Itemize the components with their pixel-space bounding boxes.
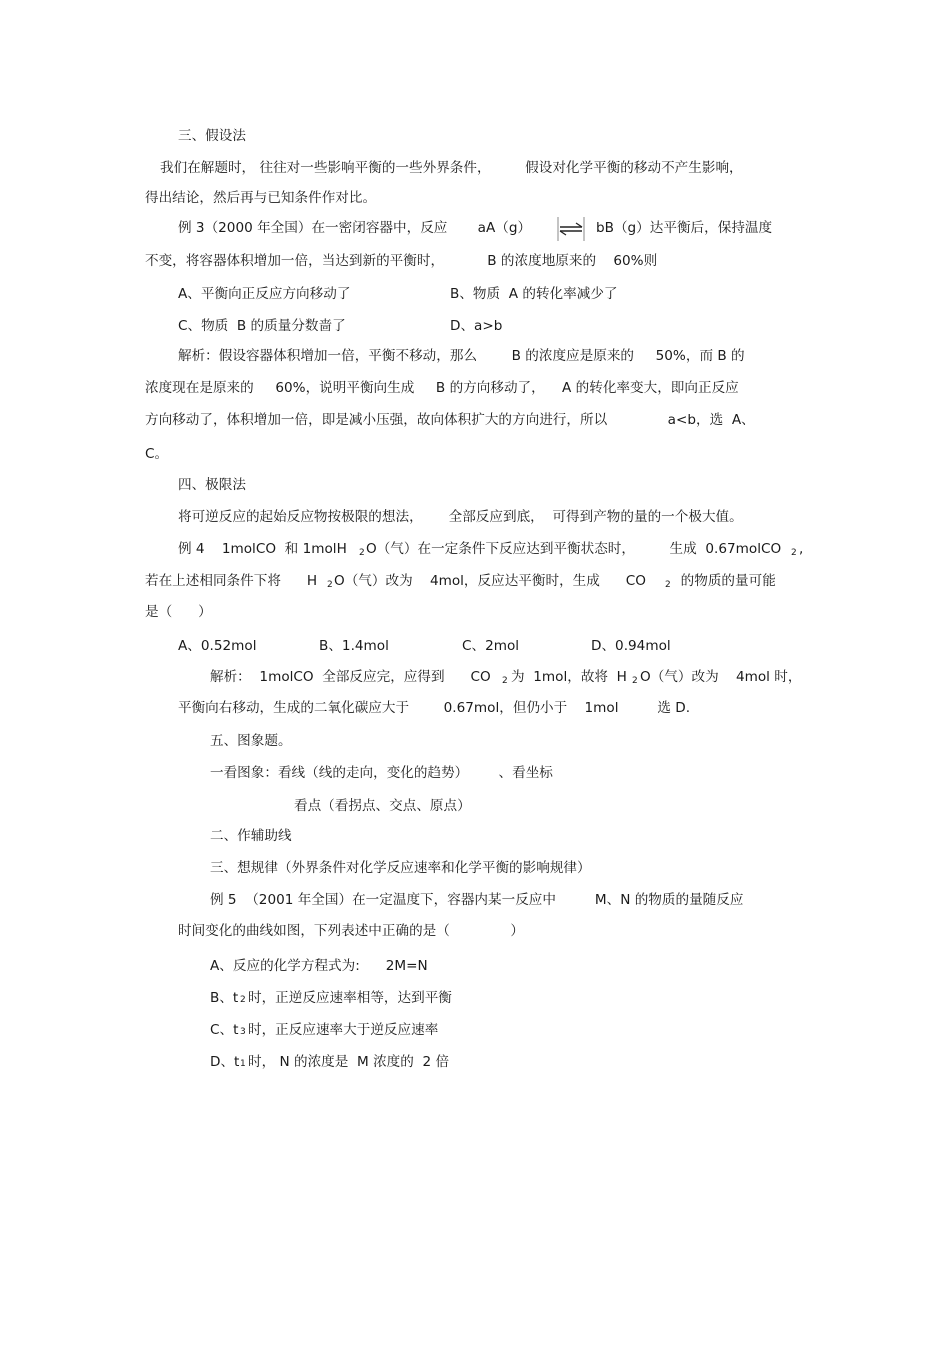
- example-4-analysis-line-1c: O（气）改为 4mol 时，: [640, 669, 802, 685]
- section-heading-5: 五、图象题。: [210, 733, 292, 749]
- example-3-analysis-line-4: C。: [145, 446, 169, 462]
- section-5-para-3: 二、作辅助线: [210, 828, 292, 844]
- section-heading-4: 四、极限法: [178, 477, 246, 493]
- subscript-2: 2: [791, 548, 797, 558]
- example-4-line-2b: O（气）改为 4mol，反应达平衡时，生成 CO: [334, 573, 646, 589]
- example-4-option-c: C、2mol: [462, 638, 520, 654]
- example-3-option-a: A、平衡向正反应方向移动了: [178, 286, 351, 302]
- example-4-line-2c: 的物质的量可能: [672, 573, 776, 589]
- example-5-option-c-post: 时，正反应速率大于逆反应速率: [248, 1022, 439, 1038]
- section-5-para-4: 三、想规律（外界条件对化学反应速率和化学平衡的影响规律）: [210, 860, 591, 876]
- example-3-analysis-line-2: 浓度现在是原来的 60%，说明平衡向生成 B 的方向移动了， A 的转化率变大，即向正反应: [145, 380, 739, 396]
- example-3-line-2: 不变，将容器体积增加一倍，当达到新的平衡时， B 的浓度地原来的 60%则: [145, 253, 658, 269]
- example-4-line-1b: O（气）在一定条件下反应达到平衡状态时， 生成 0.67molCO: [366, 541, 782, 557]
- reversible-arrow-icon: [557, 216, 585, 242]
- example-5-option-c-pre: C、t: [210, 1022, 239, 1038]
- example-4-line-1c: ,: [799, 541, 804, 557]
- example-3-line-1-pre: 例 3（2000 年全国）在一密闭容器中，反应 aA（g）: [178, 220, 532, 236]
- subscript-2: 2: [359, 548, 365, 558]
- example-3-analysis-line-1: 解析：假设容器体积增加一倍，平衡不移动，那么 B 的浓度应是原来的 50%，而 B 的: [178, 348, 745, 364]
- example-5-line-2: 时间变化的曲线如图，下列表述中正确的是（ ）: [178, 923, 524, 939]
- section-5-para-2: 看点（看拐点、交点、原点）: [294, 798, 471, 814]
- section-5-para-1: 一看图象：看线（线的走向，变化的趋势） 、看坐标: [210, 765, 553, 781]
- example-5-option-b-pre: B、t: [210, 990, 239, 1006]
- example-4-option-a: A、0.52mol: [178, 638, 257, 654]
- example-4-line-1a: 例 4 1molCO 和 1molH: [178, 541, 347, 557]
- example-4-analysis-line-1b: 为 1mol，故将 H: [511, 669, 627, 685]
- example-5-option-b-post: 时，正逆反应速率相等，达到平衡: [248, 990, 452, 1006]
- subscript-t2: 2: [240, 995, 246, 1005]
- subscript-t1: 1: [240, 1059, 246, 1069]
- example-5-line-1: 例 5 （2001 年全国）在一定温度下，容器内某一反应中 M、N 的物质的量随反应: [210, 892, 744, 908]
- example-4-analysis-line-1a: 解析： 1molCO 全部反应完，应得到 CO: [210, 669, 491, 685]
- example-4-option-b: B、1.4mol: [319, 638, 389, 654]
- section-4-intro: 将可逆反应的起始反应物按极限的想法， 全部反应到底， 可得到产物的量的一个极大值。: [178, 509, 743, 525]
- example-3-option-d: D、a>b: [450, 318, 503, 334]
- subscript-2: 2: [665, 580, 671, 590]
- example-3-line-1-post: bB（g）达平衡后，保持温度: [596, 220, 773, 236]
- subscript-2: 2: [632, 676, 638, 686]
- subscript-2: 2: [327, 580, 333, 590]
- section-3-intro-line-2: 得出结论，然后再与已知条件作对比。: [145, 190, 377, 206]
- example-3-option-b: B、物质 A 的转化率减少了: [450, 286, 618, 302]
- example-5-option-d-pre: D、t: [210, 1054, 240, 1070]
- subscript-2: 2: [502, 676, 508, 686]
- example-3-analysis-line-3: 方向移动了，体积增加一倍，即是减小压强，故向体积扩大的方向进行，所以 a<b，选 A、: [145, 412, 755, 428]
- subscript-t3: 3: [240, 1027, 246, 1037]
- section-3-intro-line-1: 我们在解题时， 往往对一些影响平衡的一些外界条件， 假设对化学平衡的移动不产生影响，: [160, 160, 743, 176]
- section-heading-3: 三、假设法: [178, 128, 246, 144]
- example-4-line-2a: 若在上述相同条件下将 H: [145, 573, 318, 589]
- example-4-analysis-line-2: 平衡向右移动，生成的二氧化碳应大于 0.67mol，但仍小于 1mol 选 D.: [178, 700, 691, 716]
- example-5-option-d-post: 时， N 的浓度是 M 浓度的 2 倍: [248, 1054, 450, 1070]
- example-5-option-a: A、反应的化学方程式为: 2M=N: [210, 958, 428, 974]
- example-3-option-c: C、物质 B 的质量分数啬了: [178, 318, 346, 334]
- example-4-option-d: D、0.94mol: [591, 638, 671, 654]
- example-4-line-3: 是（ ）: [145, 604, 212, 620]
